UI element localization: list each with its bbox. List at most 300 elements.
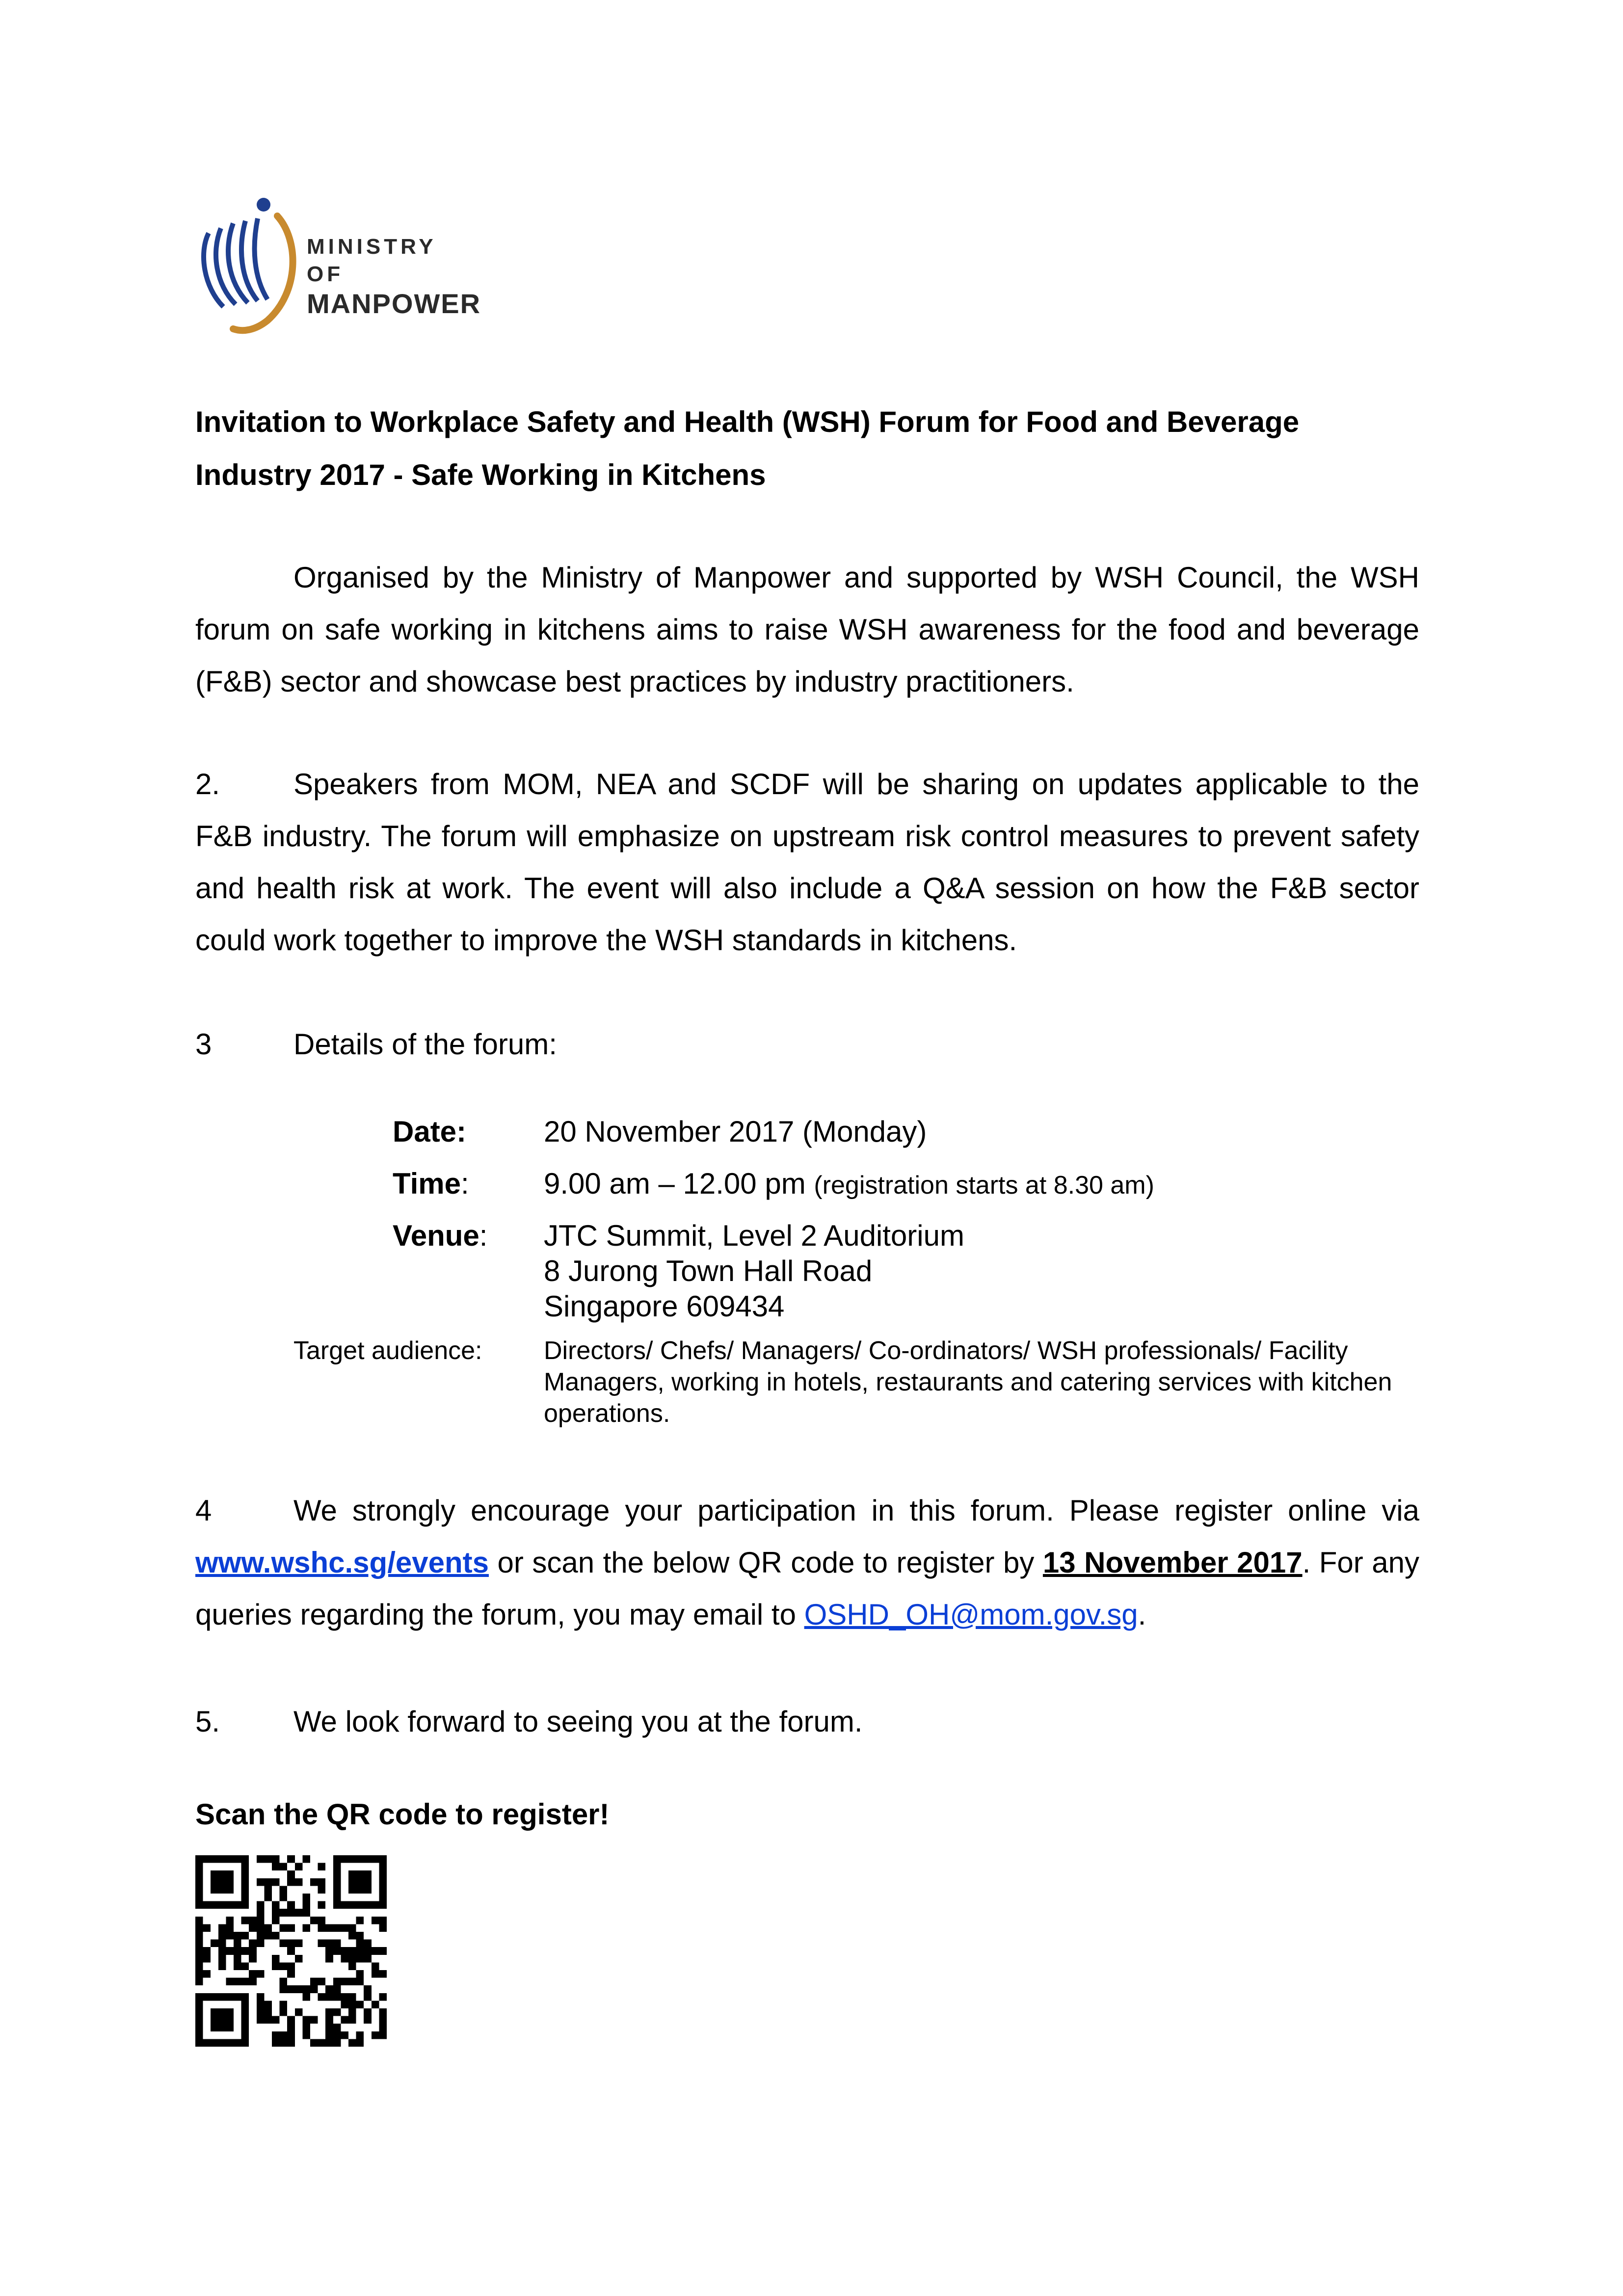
qr-module xyxy=(241,1962,249,1970)
qr-module xyxy=(310,2016,318,2024)
qr-module xyxy=(333,1878,341,1886)
qr-module xyxy=(379,1878,387,1886)
qr-module xyxy=(302,2031,310,2039)
qr-module xyxy=(280,2039,288,2047)
qr-module xyxy=(333,1886,341,1894)
qr-module xyxy=(379,1855,387,1863)
qr-module xyxy=(379,1970,387,1978)
qr-module xyxy=(234,1855,241,1863)
qr-module xyxy=(295,1955,303,1963)
qr-module xyxy=(356,1901,364,1909)
qr-module xyxy=(333,1947,341,1955)
venue-line-3: Singapore 609434 xyxy=(544,1290,785,1323)
qr-module xyxy=(333,1855,341,1863)
qr-module xyxy=(218,1962,226,1970)
qr-module xyxy=(249,1955,257,1963)
qr-module xyxy=(348,1993,356,2001)
qr-module xyxy=(226,1932,234,1940)
qr-module xyxy=(333,1978,341,1986)
qr-module xyxy=(241,1855,249,1863)
qr-module xyxy=(211,2024,218,2031)
qr-module xyxy=(280,2031,288,2039)
qr-module xyxy=(264,1886,272,1894)
qr-module xyxy=(318,1878,326,1886)
qr-module xyxy=(257,2016,265,2024)
qr-module xyxy=(356,2031,364,2039)
qr-module xyxy=(348,2001,356,2008)
qr-module xyxy=(211,1886,218,1894)
paragraph-4-text-d: . xyxy=(1138,1598,1146,1631)
qr-module xyxy=(257,1940,265,1948)
qr-module xyxy=(379,2016,387,2024)
qr-module xyxy=(257,1909,265,1917)
qr-module xyxy=(241,1917,249,1924)
qr-module xyxy=(234,2039,241,2047)
qr-module xyxy=(333,2039,341,2047)
qr-module xyxy=(218,1878,226,1886)
qr-module xyxy=(379,1870,387,1878)
qr-module xyxy=(195,1901,203,1909)
qr-module xyxy=(333,2031,341,2039)
qr-module xyxy=(372,1901,379,1909)
qr-module xyxy=(226,2024,234,2031)
qr-module xyxy=(348,1886,356,1894)
qr-module xyxy=(364,2008,372,2016)
audience-value: Directors/ Chefs/ Managers/ Co-ordinators/ WSH professionals/ Facility Managers, working in hotels, restaurants and catering services with kitchen operations. xyxy=(544,1336,1392,1428)
qr-module xyxy=(195,1917,203,1924)
qr-module xyxy=(203,1901,211,1909)
qr-module xyxy=(218,2039,226,2047)
qr-module xyxy=(241,1863,249,1871)
qr-module xyxy=(348,1947,356,1955)
qr-module xyxy=(195,1955,203,1963)
venue-value xyxy=(544,1218,1419,1324)
qr-module xyxy=(287,2024,295,2031)
qr-module xyxy=(356,1870,364,1878)
qr-module xyxy=(195,1870,203,1878)
qr-module xyxy=(348,1855,356,1863)
qr-module xyxy=(218,1955,226,1963)
qr-module xyxy=(249,1917,257,1924)
qr-module xyxy=(272,1962,280,1970)
qr-module xyxy=(348,1870,356,1878)
qr-module xyxy=(318,1917,326,1924)
qr-module xyxy=(218,1940,226,1948)
qr-module xyxy=(372,2001,379,2008)
qr-module xyxy=(325,2008,333,2016)
qr-module xyxy=(287,2039,295,2047)
date-label: Date: xyxy=(393,1115,467,1148)
qr-module xyxy=(364,1985,372,1993)
qr-module xyxy=(241,1894,249,1901)
qr-module xyxy=(264,2008,272,2016)
qr-module xyxy=(333,1870,341,1878)
qr-module xyxy=(249,1940,257,1948)
qr-module xyxy=(364,1870,372,1878)
qr-module xyxy=(234,1993,241,2001)
qr-module xyxy=(203,1855,211,1863)
qr-module xyxy=(218,1901,226,1909)
qr-module xyxy=(318,1901,326,1909)
qr-module xyxy=(218,1932,226,1940)
qr-module xyxy=(379,1863,387,1871)
qr-module xyxy=(356,1940,364,1948)
qr-module xyxy=(203,1955,211,1963)
qr-module xyxy=(195,2016,203,2024)
date-value: 20 November 2017 (Monday) xyxy=(544,1115,927,1148)
paragraph-4-text-a: We strongly encourage your participation in this forum. Please register online via xyxy=(293,1494,1419,1527)
paragraph-4-text-c: . For any queries regarding the forum, you may email to xyxy=(195,1546,1420,1631)
qr-module xyxy=(249,1924,257,1932)
email-link[interactable]: OSHD_OH@mom.gov.sg xyxy=(804,1598,1138,1631)
intro-paragraph: Organised by the Ministry of Manpower and supported by WSH Council, the WSH forum on safe working in kitchens aims to raise WSH awareness for the food and beverage (F&B) sector and showcase best practices by industry practitioners. xyxy=(195,561,1419,698)
qr-module xyxy=(356,1947,364,1955)
qr-module xyxy=(264,2001,272,2008)
qr-module xyxy=(257,2008,265,2016)
qr-module xyxy=(302,1993,310,2001)
qr-module xyxy=(287,2016,295,2024)
qr-module xyxy=(325,2039,333,2047)
qr-module xyxy=(280,2001,288,2008)
qr-module xyxy=(333,2008,341,2016)
qr-module xyxy=(226,1886,234,1894)
qr-module xyxy=(348,1932,356,1940)
qr-module xyxy=(257,1970,265,1978)
qr-module xyxy=(356,1932,364,1940)
qr-module xyxy=(364,2016,372,2024)
qr-module xyxy=(302,1901,310,1909)
qr-module xyxy=(280,2008,288,2016)
qr-module xyxy=(272,2039,280,2047)
qr-module xyxy=(341,1947,348,1955)
qr-module xyxy=(310,1985,318,1993)
qr-module xyxy=(348,1924,356,1932)
qr-module xyxy=(341,1855,348,1863)
logo-line-2: MANPOWER xyxy=(307,288,481,319)
qr-module xyxy=(356,1886,364,1894)
qr-module xyxy=(379,1917,387,1924)
qr-module xyxy=(249,1947,257,1955)
qr-module xyxy=(195,1894,203,1901)
qr-module xyxy=(295,2008,303,2016)
ministry-of-manpower-logo xyxy=(194,194,479,341)
qr-module xyxy=(203,1970,211,1978)
qr-module xyxy=(325,1985,333,1993)
qr-module xyxy=(310,1978,318,1986)
qr-module xyxy=(364,1855,372,1863)
qr-module xyxy=(372,1947,379,1955)
events-link[interactable]: www.wshc.sg/events xyxy=(195,1546,489,1579)
qr-module xyxy=(287,1970,295,1978)
qr-module xyxy=(257,1932,265,1940)
qr-module xyxy=(364,1901,372,1909)
qr-module xyxy=(325,2031,333,2039)
qr-module xyxy=(203,1993,211,2001)
qr-module xyxy=(211,2039,218,2047)
qr-module xyxy=(348,1878,356,1886)
qr-module xyxy=(372,1970,379,1978)
qr-module xyxy=(272,2031,280,2039)
qr-module xyxy=(341,1924,348,1932)
qr-module xyxy=(272,1878,280,1886)
paragraph-3-number: 3 xyxy=(195,1028,212,1061)
qr-module xyxy=(226,2039,234,2047)
qr-module xyxy=(348,1962,356,1970)
qr-module xyxy=(234,1962,241,1970)
qr-module xyxy=(226,2008,234,2016)
qr-module xyxy=(341,1978,348,1986)
qr-module xyxy=(218,1870,226,1878)
qr-module xyxy=(372,1917,379,1924)
qr-module xyxy=(218,1855,226,1863)
qr-module xyxy=(241,2016,249,2024)
qr-module xyxy=(272,1932,280,1940)
qr-module xyxy=(211,1993,218,2001)
qr-module xyxy=(241,1878,249,1886)
qr-module xyxy=(203,2039,211,2047)
qr-module xyxy=(226,1917,234,1924)
qr-module xyxy=(318,1993,326,2001)
qr-module xyxy=(241,2024,249,2031)
qr-module xyxy=(241,2001,249,2008)
paragraph-5-text: We look forward to seeing you at the forum. xyxy=(293,1705,863,1738)
qr-module xyxy=(356,2001,364,2008)
qr-module xyxy=(226,1901,234,1909)
qr-module xyxy=(234,1932,241,1940)
qr-module xyxy=(226,1924,234,1932)
qr-module xyxy=(379,2024,387,2031)
qr-module xyxy=(287,1924,295,1932)
qr-module xyxy=(226,2016,234,2024)
qr-module xyxy=(364,1878,372,1886)
qr-module xyxy=(287,1909,295,1917)
qr-module xyxy=(287,2031,295,2039)
paragraph-2-number: 2. xyxy=(195,768,220,801)
audience-label: Target audience: xyxy=(293,1336,482,1365)
qr-module xyxy=(379,2008,387,2016)
qr-module xyxy=(295,1863,303,1871)
qr-module xyxy=(333,1924,341,1932)
paragraph-4-text-b: or scan the below QR code to register by xyxy=(497,1546,1035,1579)
qr-module xyxy=(379,1901,387,1909)
qr-module xyxy=(234,1947,241,1955)
qr-module xyxy=(333,2024,341,2031)
qr-module xyxy=(295,1909,303,1917)
qr-module xyxy=(272,1863,280,1871)
qr-module xyxy=(272,1855,280,1863)
qr-module xyxy=(241,1870,249,1878)
qr-module xyxy=(356,1917,364,1924)
venue-label: Venue: xyxy=(393,1219,488,1252)
qr-module xyxy=(325,2016,333,2024)
qr-module xyxy=(318,1886,326,1894)
paragraph-2 xyxy=(195,758,1419,966)
paragraph-5 xyxy=(195,1696,1419,1748)
qr-module xyxy=(287,1870,295,1878)
qr-module xyxy=(195,1970,203,1978)
qr-module xyxy=(364,1993,372,2001)
qr-module xyxy=(348,2039,356,2047)
qr-module xyxy=(272,2016,280,2024)
qr-module xyxy=(364,1886,372,1894)
qr-module xyxy=(325,1940,333,1948)
qr-module xyxy=(203,1924,211,1932)
qr-module xyxy=(372,1855,379,1863)
qr-module xyxy=(379,1886,387,1894)
qr-module xyxy=(195,1947,203,1955)
qr-module xyxy=(218,2024,226,2031)
qr-module xyxy=(310,2039,318,2047)
qr-module xyxy=(264,1855,272,1863)
qr-module xyxy=(218,2008,226,2016)
qr-module xyxy=(287,1940,295,1948)
qr-module xyxy=(264,1932,272,1940)
qr-module xyxy=(257,1917,265,1924)
qr-module xyxy=(333,1993,341,2001)
qr-module xyxy=(318,1863,326,1871)
qr-module xyxy=(226,1870,234,1878)
qr-module xyxy=(372,1962,379,1970)
qr-module xyxy=(348,1978,356,1986)
qr-module xyxy=(195,1863,203,1871)
qr-module xyxy=(318,1978,326,1986)
qr-module xyxy=(341,2016,348,2024)
paragraph-4-number: 4 xyxy=(195,1494,212,1527)
qr-module xyxy=(241,2008,249,2016)
qr-module xyxy=(272,1909,280,1917)
qr-module xyxy=(379,1947,387,1955)
qr-module xyxy=(341,2031,348,2039)
qr-module xyxy=(333,1894,341,1901)
qr-module xyxy=(203,1947,211,1955)
registration-qr-code[interactable] xyxy=(195,1855,387,2047)
qr-module xyxy=(356,1855,364,1863)
qr-module xyxy=(348,1955,356,1963)
qr-module xyxy=(195,1855,203,1863)
qr-module xyxy=(302,1909,310,1917)
qr-module xyxy=(195,1924,203,1932)
qr-module xyxy=(341,2001,348,2008)
time-value: 9.00 am – 12.00 pm (registration starts at 8.30 am) xyxy=(544,1167,1154,1200)
qr-module xyxy=(195,1978,203,1986)
qr-module xyxy=(325,1955,333,1963)
qr-module xyxy=(310,1878,318,1886)
qr-module xyxy=(280,1909,288,1917)
venue-line-2: 8 Jurong Town Hall Road xyxy=(544,1255,873,1287)
qr-module xyxy=(241,1901,249,1909)
qr-module xyxy=(257,1993,265,2001)
qr-module xyxy=(295,1985,303,1993)
qr-module xyxy=(356,1978,364,1986)
qr-module xyxy=(372,2031,379,2039)
qr-module xyxy=(280,1863,288,1871)
qr-module xyxy=(318,1940,326,1948)
qr-module xyxy=(333,1863,341,1871)
qr-module xyxy=(241,1886,249,1894)
qr-module xyxy=(249,1970,257,1978)
time-label: Time: xyxy=(393,1167,469,1200)
qr-module xyxy=(325,1924,333,1932)
paragraph-4 xyxy=(195,1485,1419,1641)
qr-module xyxy=(341,1901,348,1909)
qr-module xyxy=(348,2016,356,2024)
qr-module xyxy=(356,1878,364,1886)
qr-module xyxy=(211,1940,218,1948)
qr-module xyxy=(264,2016,272,2024)
qr-module xyxy=(241,2039,249,2047)
qr-module xyxy=(195,2024,203,2031)
qr-module xyxy=(195,2008,203,2016)
paragraph-5-number: 5. xyxy=(195,1705,220,1738)
qr-heading: Scan the QR code to register! xyxy=(195,1798,610,1831)
qr-module xyxy=(302,1894,310,1901)
qr-module xyxy=(195,1886,203,1894)
qr-module xyxy=(211,1870,218,1878)
qr-module xyxy=(310,1917,318,1924)
qr-module xyxy=(379,1924,387,1932)
qr-module xyxy=(264,1894,272,1901)
qr-module xyxy=(341,1955,348,1963)
qr-module xyxy=(257,1924,265,1932)
qr-module xyxy=(241,1932,249,1940)
qr-module xyxy=(379,2031,387,2039)
qr-module xyxy=(318,2039,326,2047)
paragraph-3-text: Details of the forum: xyxy=(293,1028,557,1061)
qr-module xyxy=(302,2016,310,2024)
qr-module xyxy=(333,1901,341,1909)
paragraph-2-text: Speakers from MOM, NEA and SCDF will be sharing on updates applicable to the F&B industry. The forum will emphasize on upstream risk control measures to prevent safety and health risk at work. The event will also include a Q&A session on how the F&B sector could work together to improve the WSH standards in kitchens. xyxy=(195,768,1419,957)
qr-module xyxy=(364,1955,372,1963)
qr-module xyxy=(226,1878,234,1886)
qr-module xyxy=(218,1993,226,2001)
registration-deadline: 13 November 2017 xyxy=(1042,1546,1303,1579)
logo-line-1: MINISTRY OF xyxy=(307,235,436,286)
qr-module xyxy=(195,1940,203,1948)
qr-module xyxy=(302,1855,310,1863)
qr-module xyxy=(287,1878,295,1886)
mom-logo-icon xyxy=(194,194,307,336)
qr-module xyxy=(257,1878,265,1886)
qr-module xyxy=(280,1924,288,1932)
qr-module xyxy=(325,2024,333,2031)
qr-module xyxy=(226,1855,234,1863)
qr-module xyxy=(302,1985,310,1993)
qr-module xyxy=(287,1985,295,1993)
qr-module xyxy=(211,1878,218,1886)
qr-module xyxy=(218,2016,226,2024)
qr-module xyxy=(302,1924,310,1932)
qr-module xyxy=(226,1978,234,1986)
qr-module xyxy=(211,1855,218,1863)
qr-module xyxy=(325,1947,333,1955)
qr-module xyxy=(249,1978,257,1986)
time-note: (registration starts at 8.30 am) xyxy=(814,1171,1154,1200)
qr-module xyxy=(325,1993,333,2001)
qr-module xyxy=(287,1901,295,1909)
logo-wordmark xyxy=(307,233,481,320)
qr-module xyxy=(287,1962,295,1970)
qr-module xyxy=(234,1955,241,1963)
qr-module xyxy=(287,1855,295,1863)
qr-module xyxy=(241,1978,249,1986)
qr-module xyxy=(226,1947,234,1955)
qr-module xyxy=(295,1878,303,1886)
qr-module xyxy=(218,1886,226,1894)
qr-module xyxy=(234,1978,241,1986)
qr-module xyxy=(241,2031,249,2039)
venue-line-1: JTC Summit, Level 2 Auditorium xyxy=(544,1219,964,1252)
paragraph-3 xyxy=(195,1018,1419,1070)
